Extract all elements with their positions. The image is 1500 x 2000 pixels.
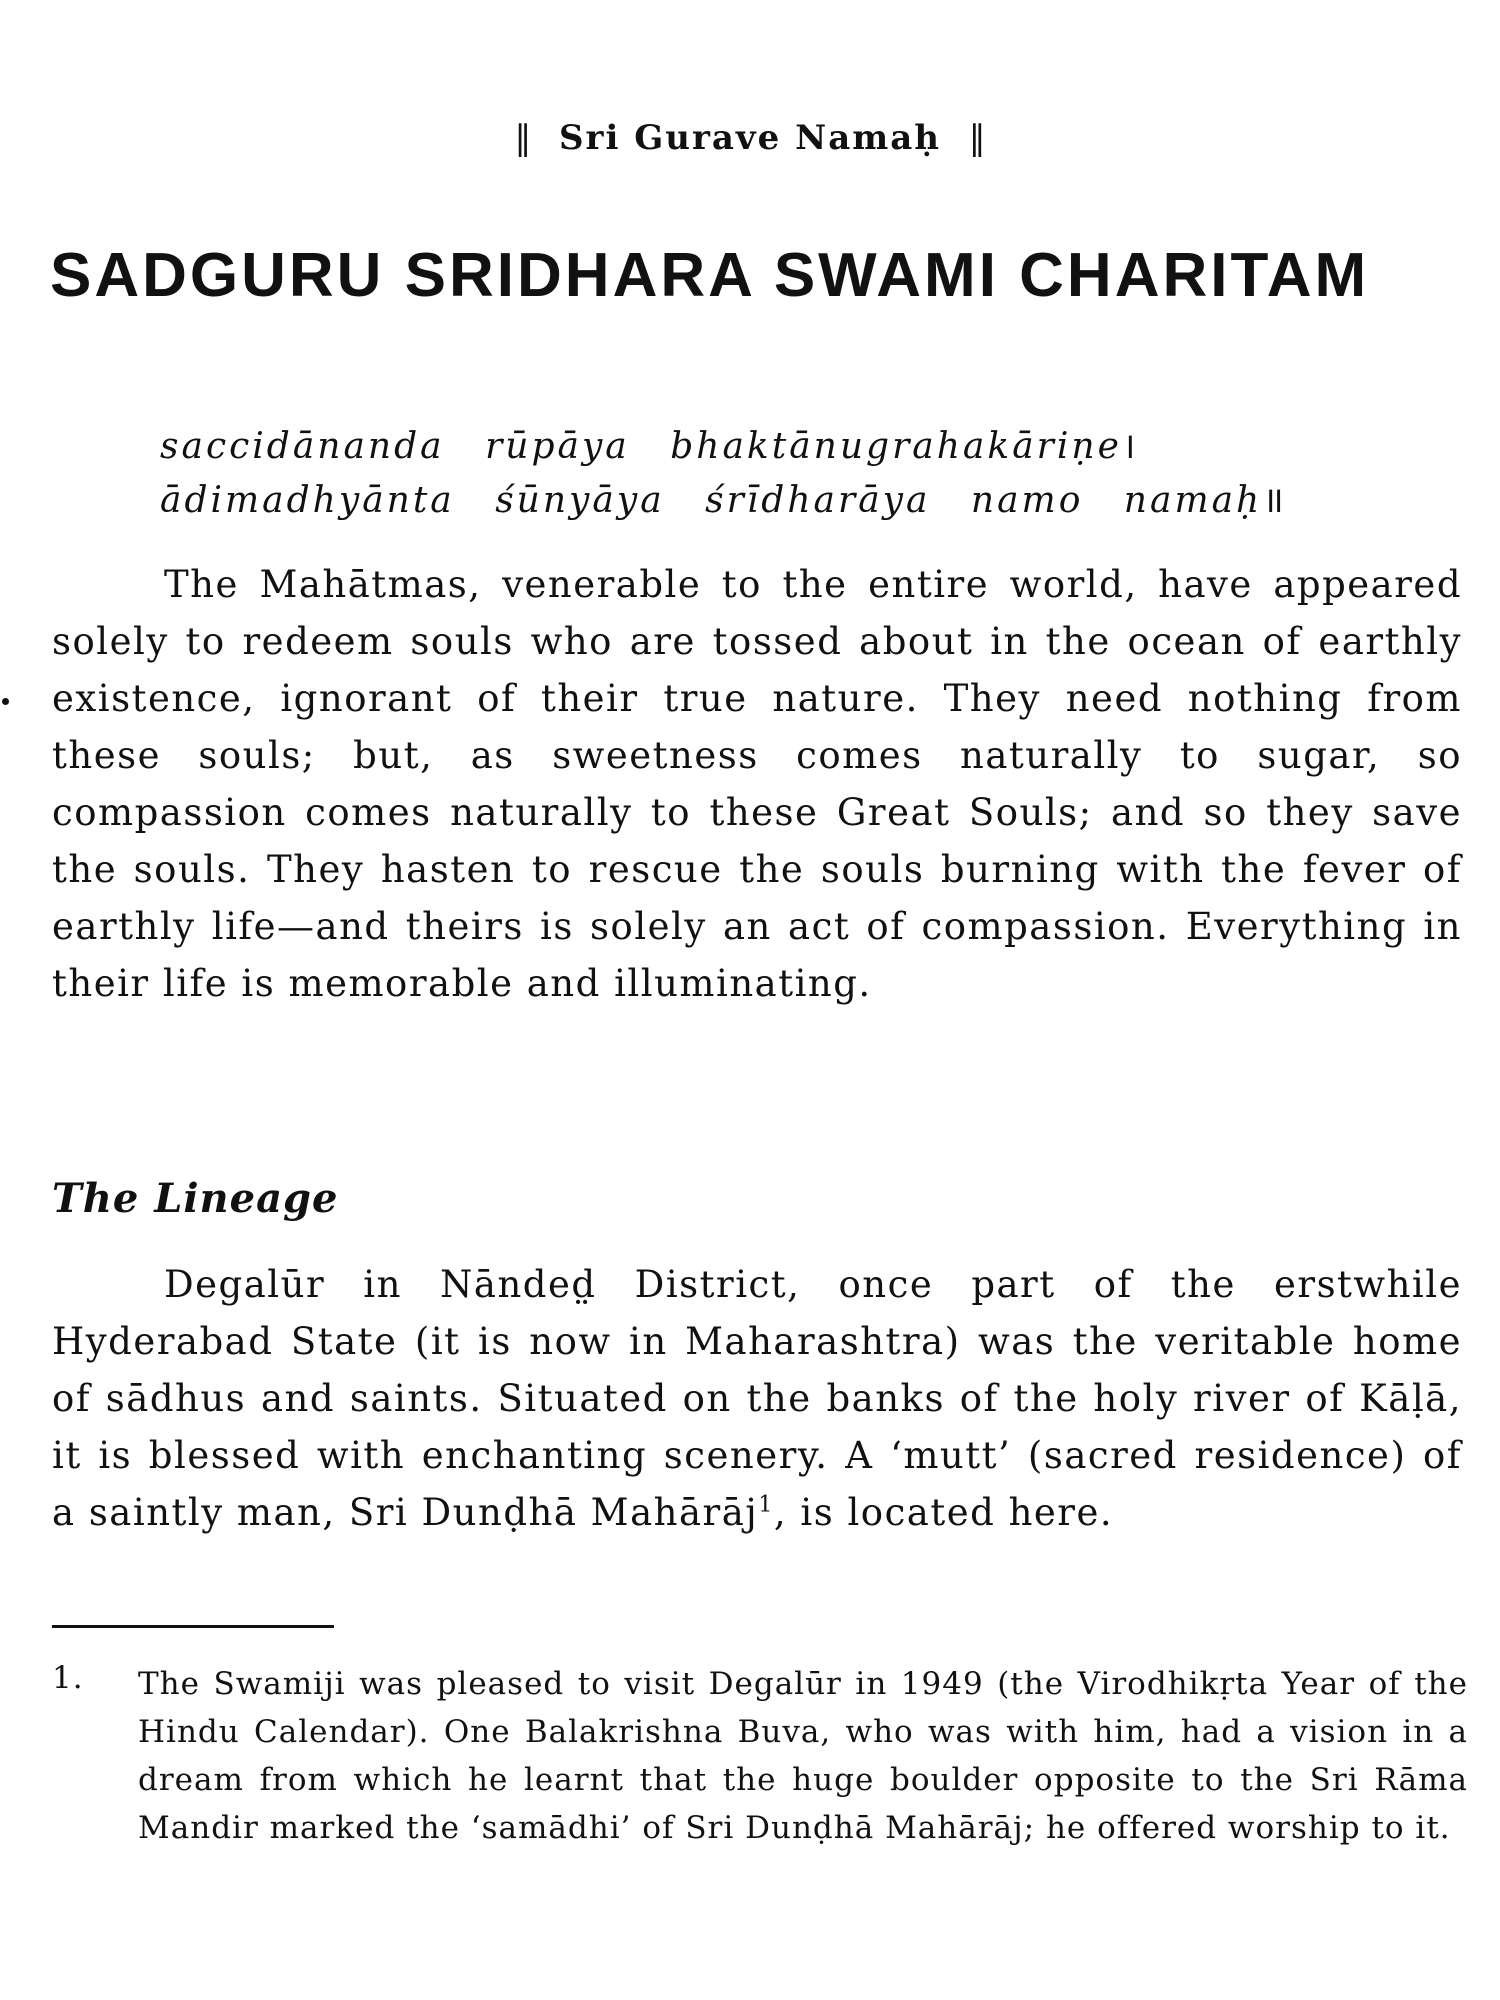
section-heading: The Lineage [52,1175,339,1222]
double-bar-left: ‖ [514,118,532,158]
verse-line-1-text: saccidānanda rūpāya bhaktānugrahakāriṇe [160,426,1122,467]
verse-line-2-text: ādimadhyānta śūnyāya śrīdharāya namo namaḥ [160,480,1263,521]
invocation-line [0,118,1500,158]
footnote-divider [52,1625,334,1628]
double-bar-right: ‖ [968,118,986,158]
footnote-text: The Swamiji was pleased to visit Degalūr in 1949 (the Virodhikṛta Year of the Hindu Calendar). One Balakrishna Buva, who was with him, had a vision in a dream from which he learnt that the huge boulder opposite to the Sri Rāma Mandir marked the ‘samādhi’ of Sri Dunḍhā Mahārāj; he offered worship to it. [138,1666,1468,1846]
invocation-text: Sri Gurave Namaḥ [559,118,941,158]
verse-line-1 [160,420,1470,469]
footnote-reference: 1 [758,1491,774,1518]
chapter-title: SADGURU SRIDHARA SWAMI CHARITAM [50,241,1370,310]
margin-dot [2,698,9,705]
verse-line-1-mark: । [1121,426,1139,467]
intro-paragraph: The Mahātmas, venerable to the entire world, have appeared solely to redeem souls who are tossed about in the ocean of earthly existence, ignorant of their true nature. They need nothing from these souls; but, as sweetness comes naturally to sugar, so compassion comes naturally to these Great Souls; and so they save the souls. They hasten to rescue the souls burning with the fever of earthly life—and theirs is solely an act of compassion. Everything in their life is memorable and illuminating. [52,563,1462,1005]
verse-line-2-mark: ॥ [1262,480,1287,521]
lineage-paragraph-tail: , is located here. [773,1491,1114,1534]
lineage-paragraph [52,1256,1462,1541]
verse-line-2 [160,474,1470,523]
footnote-number: 1. [52,1660,84,1696]
lineage-paragraph-text: Degalūr in Nānded̤ District, once part of the erstwhile Hyderabad State (it is now in Maharashtra) was the veritable home of sādhus and saints. Situated on the banks of the holy river of Kāḷā, it is blessed with enchanting scenery. A ‘mutt’ (sacred residence) of a saintly man, Sri Dunḍhā Mahārāj [52,1263,1462,1534]
